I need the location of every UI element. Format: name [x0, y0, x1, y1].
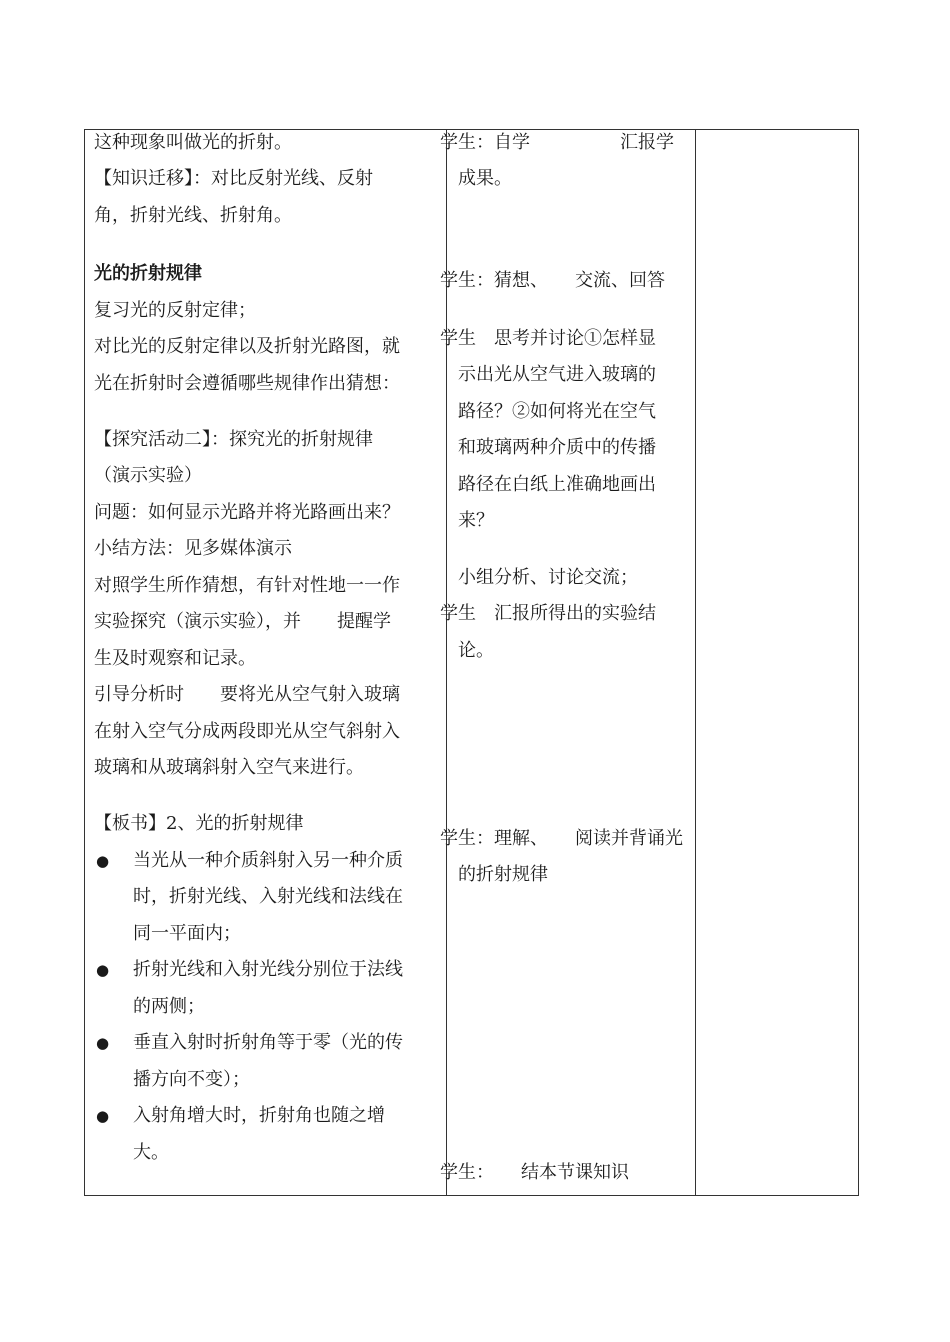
student-self-study-line1: 学生：自学 汇报学: [440, 132, 674, 153]
bullet-icon: ●: [96, 1107, 110, 1125]
rule1-line1: 当光从一种介质斜射入另一种介质: [133, 850, 403, 871]
rule1-line3: 同一平面内；: [133, 923, 241, 944]
column-divider-2: [695, 129, 696, 1196]
group-discussion-text: 小组分析、讨论交流；: [458, 567, 638, 588]
student-think-line3: 路径？②如何将光在空气: [458, 401, 656, 422]
guide-line2: 在射入空气分成两段即光从空气斜射入: [94, 721, 400, 742]
rule3-line2: 播方向不变）；: [133, 1069, 250, 1090]
intro-text: 这种现象叫做光的折射。: [94, 132, 292, 153]
rule2-line1: 折射光线和入射光线分别位于法线: [133, 959, 403, 980]
contrast-line1: 对照学生所作猜想，有针对性地一一作: [94, 575, 400, 596]
bullet-icon: ●: [96, 852, 110, 870]
knowledge-transfer-line2: 角，折射光线、折射角。: [94, 205, 292, 226]
student-think-line4: 和玻璃两种介质中的传播: [458, 437, 656, 458]
question-text: 问题：如何显示光路并将光路画出来？: [94, 502, 400, 523]
contrast-line3: 生及时观察和记录。: [94, 648, 256, 669]
student-think-line1: 学生 思考并讨论①怎样显: [440, 328, 656, 349]
student-guess-text: 学生：猜想、 交流、回答: [440, 270, 665, 291]
student-summary-text: 学生： 结本节课知识: [440, 1162, 629, 1183]
student-self-study-line2: 成果。: [458, 168, 512, 189]
student-think-line6: 来？: [458, 510, 494, 531]
rule4-line2: 大。: [133, 1142, 169, 1163]
bullet-icon: ●: [96, 1034, 110, 1052]
compare-line2: 光在折射时会遵循哪些规律作出猜想：: [94, 373, 400, 394]
guide-line3: 玻璃和从玻璃斜射入空气来进行。: [94, 757, 364, 778]
contrast-line2: 实验探究（演示实验），并 提醒学: [94, 611, 391, 632]
student-think-line2: 示出光从空气进入玻璃的: [458, 364, 656, 385]
activity-two-line1: 【探究活动二】：探究光的折射规律: [94, 429, 373, 450]
bullet-icon: ●: [96, 961, 110, 979]
rule4-line1: 入射角增大时，折射角也随之增: [133, 1105, 385, 1126]
compare-line1: 对比光的反射定律以及折射光路图，就: [94, 336, 400, 357]
guide-line1: 引导分析时 要将光从空气射入玻璃: [94, 684, 400, 705]
rule3-line1: 垂直入射时折射角等于零（光的传: [133, 1032, 403, 1053]
review-text: 复习光的反射定律；: [94, 300, 256, 321]
summary-method-text: 小结方法：见多媒体演示: [94, 538, 292, 559]
activity-two-line2: （演示实验）: [94, 465, 202, 486]
board-title: 【板书】2、光的折射规律: [94, 813, 304, 834]
knowledge-transfer-line1: 【知识迁移】：对比反射光线、反射: [94, 168, 373, 189]
rule1-line2: 时，折射光线、入射光线和法线在: [133, 886, 403, 907]
student-understand-line1: 学生：理解、 阅读并背诵光: [440, 828, 683, 849]
student-understand-line2: 的折射规律: [458, 864, 548, 885]
student-think-line5: 路径在白纸上准确地画出: [458, 474, 656, 495]
student-report-line2: 论。: [458, 640, 494, 661]
refraction-law-heading: 光的折射规律: [94, 263, 202, 284]
student-report-line1: 学生 汇报所得出的实验结: [440, 603, 656, 624]
rule2-line2: 的两侧；: [133, 996, 205, 1017]
